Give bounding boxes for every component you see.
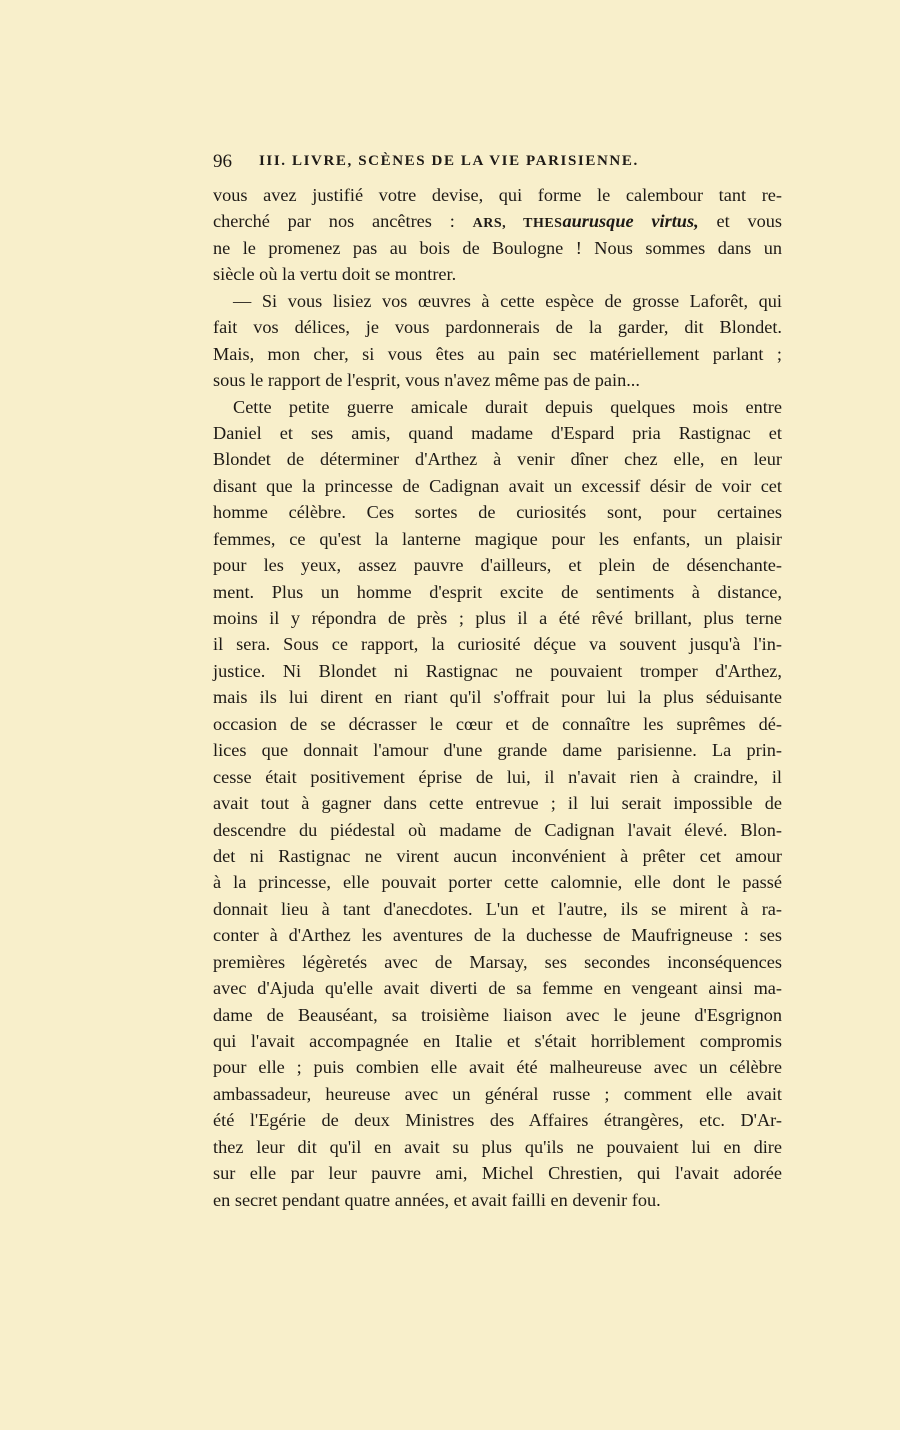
text-line: pour elle ; puis combien elle avait été malheureuse avec un célèbre xyxy=(213,1057,782,1078)
text-line: conter à d'Arthez les aventures de la duchesse de Maufrigneuse : ses xyxy=(213,925,782,946)
text-line: été l'Egérie de deux Ministres des Affaires étrangères, etc. D'Ar- xyxy=(213,1110,782,1131)
text-line: fait vos délices, je vous pardonnerais de la garder, dit Blondet. xyxy=(213,317,782,338)
text-line: Mais, mon cher, si vous êtes au pain sec matériellement parlant ; xyxy=(213,343,782,364)
text-line: det ni Rastignac ne virent aucun inconvénient à prêter cet amour xyxy=(213,845,782,866)
text-line: dame de Beauséant, sa troisième liaison avec le jeune d'Esgrignon xyxy=(213,1004,782,1025)
page-body-text xyxy=(213,182,782,1213)
text-line: homme célèbre. Ces sortes de curiosités sont, pour certaines xyxy=(213,502,782,523)
text-line: moins il y répondra de près ; plus il a été rêvé brillant, plus terne xyxy=(213,608,782,628)
text-line: premières légèretés avec de Marsay, ses secondes inconséquences xyxy=(213,951,782,972)
running-header xyxy=(213,151,782,177)
text-line: siècle où la vertu doit se montrer. xyxy=(213,264,457,285)
text-line: pour les yeux, assez pauvre d'ailleurs, et plein de désenchante- xyxy=(213,555,782,576)
text-line: cesse était positivement éprise de lui, il n'avait rien à craindre, il xyxy=(213,766,782,787)
line-segment-sc: ARS, THES xyxy=(472,216,563,232)
text-line: il sera. Sous ce rapport, la curiosité déçue va souvent jusqu'à l'in- xyxy=(213,634,782,655)
text-line xyxy=(213,208,782,234)
text-line: mais ils lui dirent en riant qu'il s'offrait pour lui la plus séduisante xyxy=(213,687,782,708)
text-line: Blondet de déterminer d'Arthez à venir dîner chez elle, en leur xyxy=(213,449,782,470)
line-segment-post: et vous xyxy=(698,211,783,232)
text-line: avait tout à gagner dans cette entrevue ; il lui serait impossible de xyxy=(213,793,782,814)
text-line: qui l'avait accompagnée en Italie et s'était horriblement compromis xyxy=(213,1031,782,1051)
text-line: descendre du piédestal où madame de Cadignan l'avait élevé. Blon- xyxy=(213,819,782,840)
running-title: III. LIVRE, SCÈNES DE LA VIE PARISIENNE. xyxy=(259,153,639,169)
text-line: thez leur dit qu'il en avait su plus qu'ils ne pouvaient lui en dire xyxy=(213,1136,782,1157)
text-line: donnait lieu à tant d'anecdotes. L'un et l'autre, ils se mirent à ra- xyxy=(213,898,782,919)
text-line: avec d'Ajuda qu'elle avait diverti de sa femme en vengeant ainsi ma- xyxy=(213,978,782,999)
text-line: Cette petite guerre amicale durait depuis quelques mois entre xyxy=(233,396,782,417)
line-segment-italic: aurusque virtus, xyxy=(562,211,699,232)
line-segment-pre: cherché par nos ancêtres : xyxy=(213,211,473,232)
text-line: ne le promenez pas au bois de Boulogne ! Nous sommes dans un xyxy=(213,237,782,258)
text-line: ambassadeur, heureuse avec un général russe ; comment elle avait xyxy=(213,1083,782,1104)
text-line: disant que la princesse de Cadignan avait un excessif désir de voir cet xyxy=(213,475,782,496)
text-line: occasion de se décrasser le cœur et de connaître les suprêmes dé- xyxy=(213,713,782,734)
text-line: à la princesse, elle pouvait porter cette calomnie, elle dont le passé xyxy=(213,872,782,893)
text-line: lices que donnait l'amour d'une grande dame parisienne. La prin- xyxy=(213,740,782,761)
text-line: en secret pendant quatre années, et avait failli en devenir fou. xyxy=(213,1189,661,1210)
text-line: Daniel et ses amis, quand madame d'Espard pria Rastignac et xyxy=(213,422,782,443)
page-number: 96 xyxy=(213,151,232,172)
text-line: vous avez justifié votre devise, qui forme le calembour tant re- xyxy=(213,185,782,205)
text-line: sur elle par leur pauvre ami, Michel Chrestien, qui l'avait adorée xyxy=(213,1163,782,1184)
text-line: justice. Ni Blondet ni Rastignac ne pouvaient tromper d'Arthez, xyxy=(213,660,782,681)
text-line: sous le rapport de l'esprit, vous n'avez même pas de pain... xyxy=(213,370,640,391)
text-line: femmes, ce qu'est la lanterne magique pour les enfants, un plaisir xyxy=(213,528,782,549)
text-line: — Si vous lisiez vos œuvres à cette espèce de grosse Laforêt, qui xyxy=(233,290,782,311)
text-line: ment. Plus un homme d'esprit excite de sentiments à distance, xyxy=(213,581,782,602)
